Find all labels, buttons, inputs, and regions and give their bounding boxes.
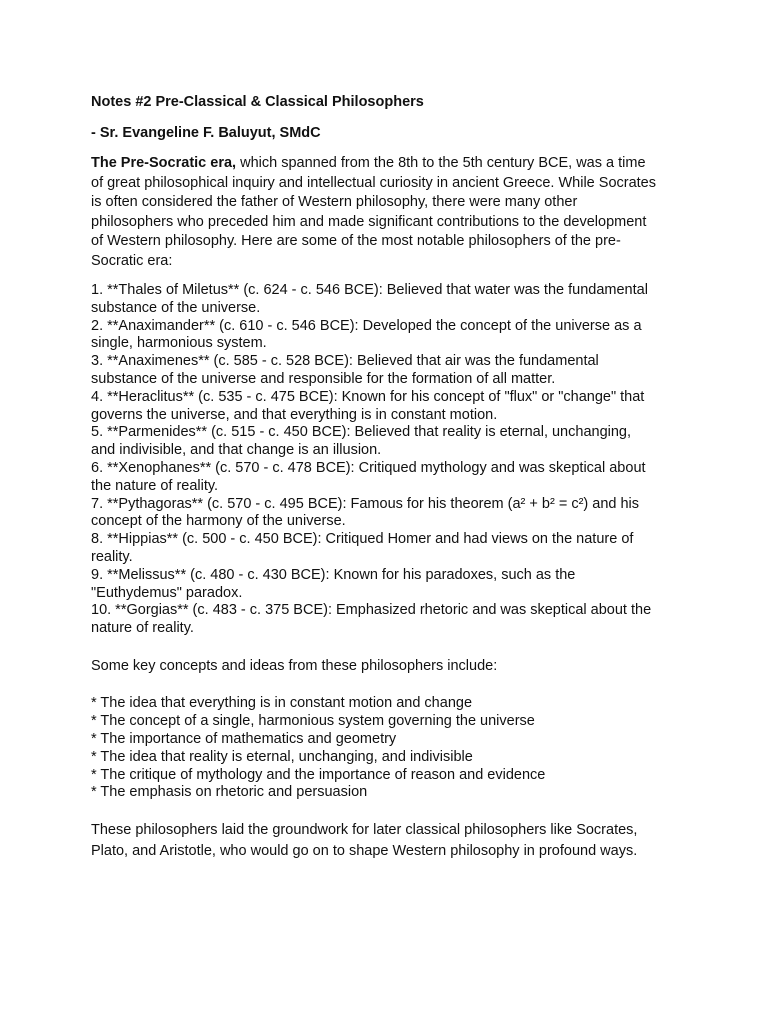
conclusion-line: These philosophers laid the groundwork for later classical philosophers like Socrates, <box>91 822 638 839</box>
document-author: - Sr. Evangeline F. Baluyut, SMdC <box>91 125 321 141</box>
concept-item: * The idea that everything is in constant motion and change <box>91 695 473 712</box>
philosopher-line: 7. **Pythagoras** (c. 570 - c. 495 BCE): Famous for his theorem (a² + b² = c²) and his <box>91 495 640 512</box>
conclusion-paragraph <box>91 820 691 861</box>
philosopher-line: reality. <box>91 548 133 565</box>
document-title: Notes #2 Pre-Classical & Classical Philosophers <box>91 94 424 110</box>
philosopher-item <box>91 282 691 318</box>
philosopher-line: governs the universe, and that everything is in constant motion. <box>91 406 498 423</box>
philosopher-line: 10. **Gorgias** (c. 483 - c. 375 BCE): Emphasized rhetoric and was skeptical about the <box>91 602 652 619</box>
intro-line: philosophers who preceded him and made significant contributions to the development <box>91 213 647 230</box>
concepts-intro: Some key concepts and ideas from these philosophers include: <box>91 657 498 674</box>
intro-line: of great philosophical inquiry and intellectual curiosity in ancient Greece. While Socrates <box>91 174 656 191</box>
philosopher-item <box>91 531 691 567</box>
philosopher-line: the nature of reality. <box>91 477 219 494</box>
philosopher-line: concept of the harmony of the universe. <box>91 513 346 530</box>
philosopher-line: 3. **Anaximenes** (c. 585 - c. 528 BCE): Believed that air was the fundamental <box>91 353 599 370</box>
philosopher-item <box>91 496 691 532</box>
philosopher-line: 6. **Xenophanes** (c. 570 - c. 478 BCE): Critiqued mythology and was skeptical about <box>91 459 646 476</box>
concept-item: * The emphasis on rhetoric and persuasion <box>91 784 368 801</box>
philosopher-item <box>91 353 691 389</box>
philosopher-line: and indivisible, and that change is an illusion. <box>91 442 382 459</box>
philosopher-line: "Euthydemus" paradox. <box>91 584 243 601</box>
philosopher-item <box>91 318 691 354</box>
concept-item: * The importance of mathematics and geometry <box>91 731 397 748</box>
concept-list <box>91 695 691 802</box>
philosopher-item <box>91 460 691 496</box>
intro-line: is often considered the father of Western philosophy, there were many other <box>91 194 578 210</box>
concept-item: * The idea that reality is eternal, unchanging, and indivisible <box>91 748 473 765</box>
philosopher-line: 1. **Thales of Miletus** (c. 624 - c. 546 BCE): Believed that water was the fundamental <box>91 282 648 298</box>
philosopher-line: substance of the universe. <box>91 299 261 316</box>
philosopher-line: nature of reality. <box>91 620 194 637</box>
philosopher-line: substance of the universe and responsible for the formation of all matter. <box>91 370 556 387</box>
intro-line: Socratic era: <box>91 252 173 269</box>
philosopher-line: 8. **Hippias** (c. 500 - c. 450 BCE): Critiqued Homer and had views on the nature of <box>91 531 634 548</box>
philosopher-item <box>91 602 691 638</box>
intro-lead: The Pre-Socratic era, <box>91 155 237 171</box>
philosopher-line: single, harmonious system. <box>91 335 267 352</box>
intro-line <box>91 154 691 174</box>
intro-line: of Western philosophy. Here are some of the most notable philosophers of the pre- <box>91 233 621 249</box>
philosopher-item <box>91 424 691 460</box>
conclusion-line: Plato, and Aristotle, who would go on to shape Western philosophy in profound ways. <box>91 842 638 859</box>
philosopher-list <box>91 282 691 638</box>
philosopher-line: 2. **Anaximander** (c. 610 - c. 546 BCE): Developed the concept of the universe as a <box>91 317 642 334</box>
philosopher-item <box>91 389 691 425</box>
concept-item: * The concept of a single, harmonious system governing the universe <box>91 713 535 730</box>
concept-item: * The critique of mythology and the importance of reason and evidence <box>91 766 546 783</box>
document-page <box>91 92 691 861</box>
philosopher-line: 9. **Melissus** (c. 480 - c. 430 BCE): Known for his paradoxes, such as the <box>91 566 576 583</box>
philosopher-line: 4. **Heraclitus** (c. 535 - c. 475 BCE): Known for his concept of "flux" or "change" that <box>91 388 645 405</box>
philosopher-line: 5. **Parmenides** (c. 515 - c. 450 BCE): Believed that reality is eternal, unchanging, <box>91 424 632 441</box>
intro-line-text: which spanned from the 8th to the 5th century BCE, was a time <box>236 155 646 171</box>
intro-paragraph <box>91 154 691 271</box>
philosopher-item <box>91 567 691 603</box>
